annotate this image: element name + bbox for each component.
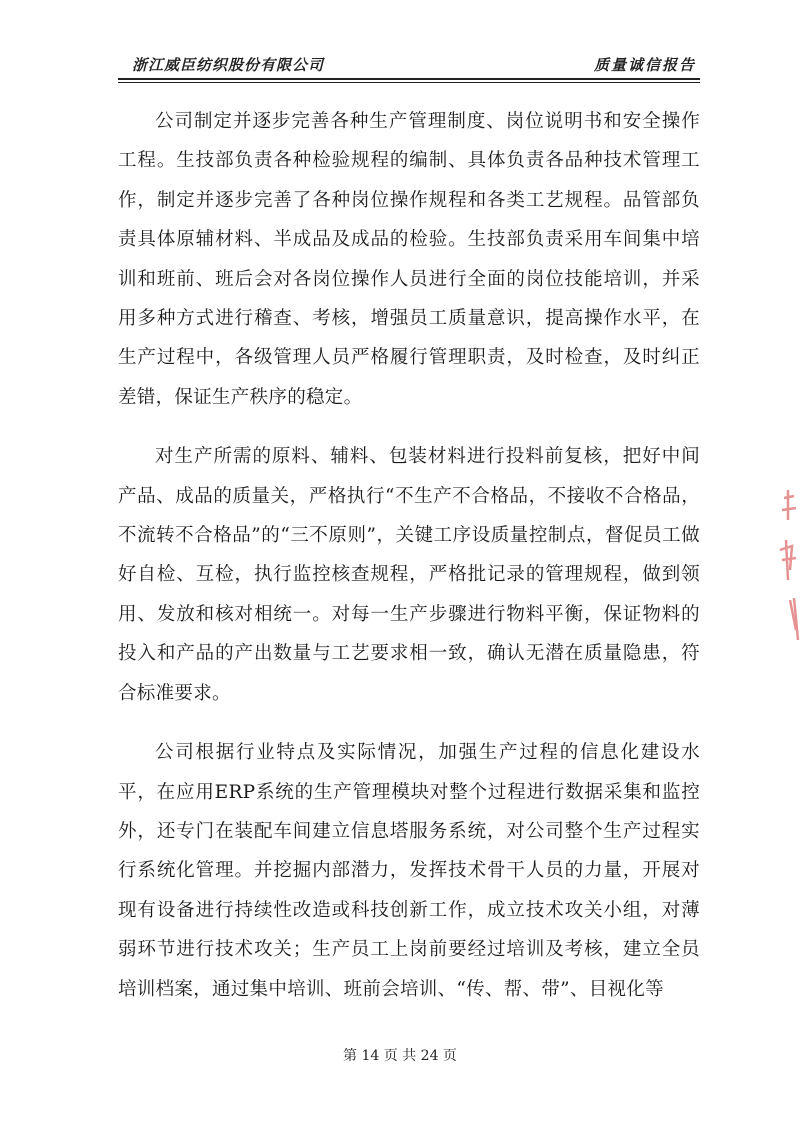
page-header <box>118 50 700 78</box>
paragraph: 公司根据行业特点及实际情况，加强生产过程的信息化建设水平，在应用ERP系统的生产管理模块对整个过程进行数据采集和监控外，还专门在装配车间建立信息塔服务系统，对公司整个生产过程实行系统化管理。并挖掘内部潜力，发挥技术骨干人员的力量，开展对现有设备进行持续性改造或科技创新工作，成立技术攻关小组，对薄弱环节进行技术攻关；生产员工上岗前要经过培训及考核，建立全员培训档案，通过集中培训、班前会培训、“传、帮、带”、目视化等 <box>118 742 700 1000</box>
paragraph: 公司制定并逐步完善各种生产管理制度、岗位说明书和安全操作工程。生技部负责各种检验规程的编制、具体负责各品种技术管理工作，制定并逐步完善了各种岗位操作规程和各类工艺规程。品管部负责具体原辅材料、半成品及成品的检验。生技部负责采用车间集中培训和班前、班后会对各岗位操作人员进行全面的岗位技能培训，并采用多种方式进行稽查、考核，增强员工质量意识，提高操作水平，在生产过程中，各级管理人员严格履行管理职责，及时检查，及时纠正差错，保证生产秩序的稳定。 <box>118 111 700 408</box>
paragraph: 对生产所需的原料、辅料、包装材料进行投料前复核，把好中间产品、成品的质量关，严格执行“不生产不合格品，不接收不合格品，不流转不合格品”的“三不原则”，关键工序设质量控制点，督促员工做好自检、互检，执行监控核查规程，严格批记录的管理规程，做到领用、发放和核对相统一。对每一生产步骤进行物料平衡，保证物料的投入和产品的产出数量与工艺要求相一致，确认无潜在质量隐患，符合标准要求。 <box>118 446 700 704</box>
report-title: 质量诚信报告 <box>593 56 696 74</box>
company-name: 浙江威臣纺织股份有限公司 <box>132 56 325 74</box>
seal-stamp-icon <box>770 480 800 660</box>
body-text <box>118 102 700 1009</box>
page-number: 第 14 页 共 24 页 <box>343 1048 457 1064</box>
header-rule <box>118 78 700 80</box>
header-rule-thin <box>118 82 700 83</box>
page-footer <box>0 1045 800 1065</box>
